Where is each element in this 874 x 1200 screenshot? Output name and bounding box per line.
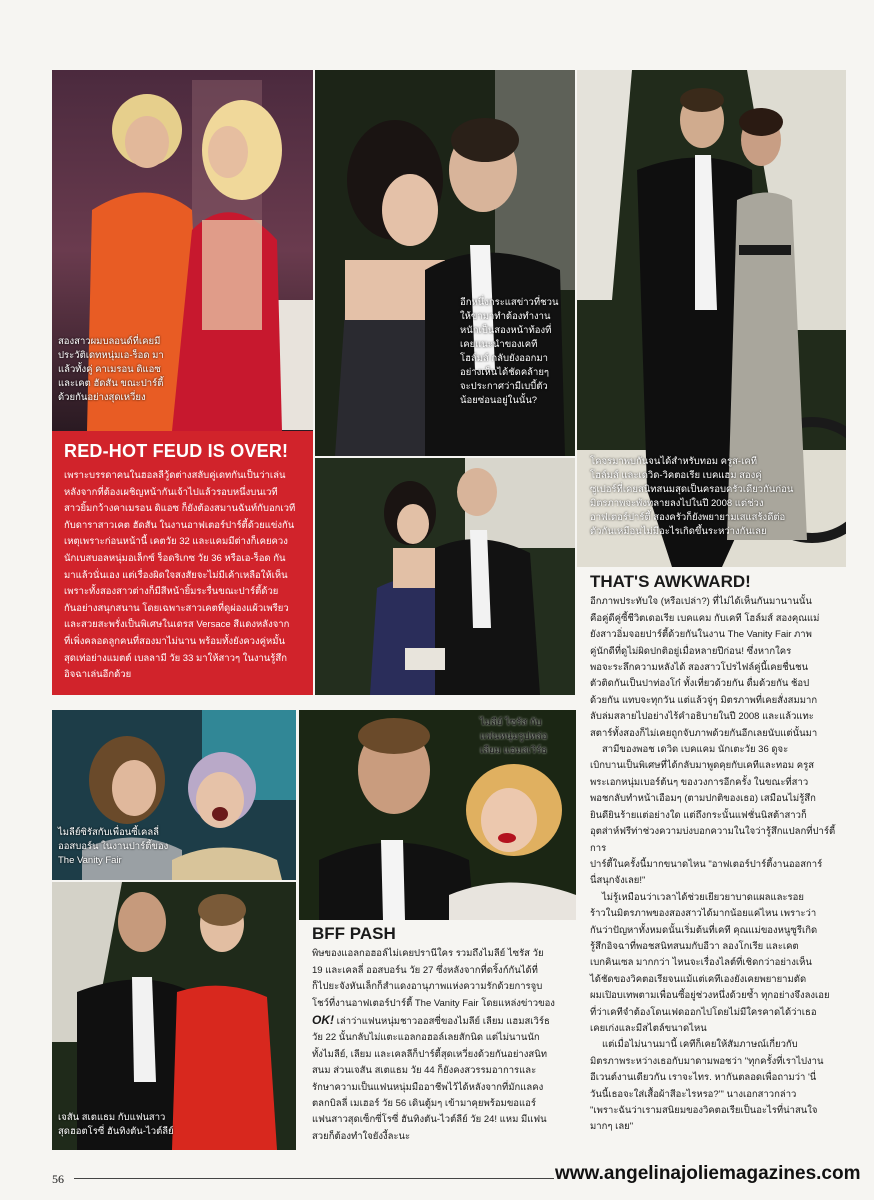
body-line: สวยก็ต้องทำใจยังงี้ละนะ — [312, 1130, 411, 1142]
caption-line: ด้วยกันอย่างสุดเหวี่ยง — [58, 392, 146, 403]
caption-line: มิตรภาพจะพังทลายลงไปในปี 2008 แต่ช่วง — [590, 498, 764, 509]
body-line-tail: เล่าว่าแฟนหนุ่มชาวออสซี่ของไมลีย์ เลียม แฮมสเวิร์ธ — [334, 1016, 550, 1028]
body-line: เบิกบานเป็นพิเศษที่ได้กลับมาพูดคุยกับเคทีและทอม ครูส — [590, 760, 815, 772]
caption-line: The Vanity Fair — [58, 855, 122, 866]
photo-caption-miley-liam — [480, 716, 576, 758]
caption-line: สุดฮอตโรซี่ ฮันทิงตัน-ไวต์ลีย์ — [58, 1126, 174, 1137]
body-line: ที่ว่าเคทีจำต้องโดนเฟดออกไปโดยไม่มีใครคาดได้ว่าเธอ — [590, 1006, 817, 1018]
body-line: 19 และเคลลี่ ออสบอร์น วัย 27 ซึ่งหลังจากที่ดริ้งก์กันได้ที่ — [312, 964, 538, 976]
body-line: "เพราะฉันว่าเรามสนิยมของวิคตอเรียเป็นอะไรที่น่าสนใจ — [590, 1105, 818, 1116]
body-line: พอชกลับทำหน้าเอือมๆ (ตามปกติของเธอ) เสมือนไม่รู้สึก — [590, 793, 816, 805]
body-line: ตลกบิลลี่ เมเฮอร์ วัย 56 เดินตู้มๆ เข้ามาคุยพร้อมขอแอร์ — [312, 1098, 536, 1110]
awkward-body — [590, 594, 846, 1135]
caption-line: ไมลีย์ ไซรัส กับ — [480, 717, 542, 728]
feud-body — [64, 468, 301, 684]
body-line: กันว่าปัญหาทั้งหมดนั้นเริ่มต้นที่เคที คุณแม่ของหนูซูรีเกิด — [590, 924, 818, 936]
ok-magazine-label: OK! — [312, 1013, 334, 1028]
caption-line: เลียม แฮมสเวิร์ธ — [480, 745, 548, 756]
body-line: เคยเก่งและมีสไตล์ขนาดไหน — [590, 1022, 707, 1034]
page-number: 56 — [52, 1172, 64, 1186]
caption-line: และเคต ฮัดสัน ขณะปาร์ตี้ — [58, 378, 164, 389]
body-line: นี่สนุกจังเลย!" — [590, 875, 646, 887]
bff-headline: BFF PASH — [312, 924, 396, 943]
body-line: วันนี้เธอจะใส่เสื้อผ้าสีอะไรหรอ?'" นางเอกสาวกล่าว — [590, 1088, 797, 1100]
body-line: เพราะทั้งสองสาวต่างก็มีสีหน้ายิ้มระรื่นขณะปาร์ตี้ด้วย — [64, 586, 279, 598]
body-line: ยังสาวอิ่มจอยปาร์ตี้ด้วยกันในงาน The Vanity Fair ภาพ — [590, 629, 812, 641]
caption-line: อย่างเห็นได้ชัดคล้ายๆ — [460, 367, 549, 378]
caption-line: อาฟเตอร์ปาร์ตี้ สองครัวก็ยังพยายามเสแสร้งดีต่อ — [590, 512, 786, 523]
caption-line: เจสัน สเตแธม กับแฟนสาว — [58, 1112, 166, 1123]
body-line: สตาร์ทั้งสองก็ไม่เคยถูกจับภาพด้วยกันอีกเลยนับแต่นั้นมา — [590, 727, 818, 739]
caption-line: โฮล์มส์ และเดวิด-วิคตอเรีย เบคแฮม สองคู่ — [590, 470, 762, 481]
body-line: และสวยสะพรั่งเป็นพิเศษในเดรส Versace สีแดงหลังจาก — [64, 619, 290, 631]
body-line: อุตส่าห์ฟรีท่าช่วงความบ่งบอกความในใจว่ารู้สึกแปลกที่ปาร์ตี้การ — [590, 826, 836, 854]
body-line: ด้วยกัน แทบจะทุกวัน แต่แล้วจู่ๆ มิตรภาพที่เคยสั่งสมมาก — [590, 694, 818, 706]
body-line: พระเอกหนุ่มเบอร์ต้นๆ ของวงการอีกครั้ง ในขณะที่สาว — [590, 776, 809, 788]
feud-story-box — [52, 431, 313, 695]
body-line: อีเวนต์งานเดียวกัน เราจะไทร. หากันตลอดเพื่อถามว่า 'นี่ — [590, 1072, 817, 1084]
feud-headline: RED-HOT FEUD IS OVER! — [64, 441, 289, 461]
photo-jason-rosie-image — [52, 882, 296, 1150]
caption-line: โคจรมาพบกันจนได้สำหรับทอม ครูส-เคที — [590, 456, 757, 467]
photo-caption-katie-tom — [460, 296, 572, 408]
body-line: ยินดียินร้ายแต่อย่างใด แต่ถึงกระนั้นแฟชั่นนิสต้าสาวก็ — [590, 809, 807, 821]
body-line: ได้ชัดของวิคตอเรียจนแม้แต่เคทีเองยังเคยพยายามตัด — [590, 973, 807, 985]
body-line — [312, 1012, 580, 1030]
body-line: โชว์ที่งานอาฟเตอร์ปาร์ตี้ The Vanity Fair โดยแหล่งข่าวของ — [312, 997, 555, 1009]
body-line: ก็ไปยะจังหันเล็กก็สำแดงอานุภาพแห่งความรักด้วยการจูบ — [312, 981, 543, 993]
caption-line: โฮล์มส์ กลับยังออกมา — [460, 353, 548, 364]
caption-line: แฟนหนุ่มรูปหล่อ — [480, 731, 548, 742]
body-line: คู่นักดีที่ดูไม่ผิดปกติอยู่เมื่อหลายปีก่อน! ซึ่งหากใคร — [590, 645, 792, 657]
body-line: ร้าวในมิตรภาพของสองสาวได้มากน้อยแค่ไหน เพราะว่า — [590, 908, 817, 920]
body-line: กันอย่างสนุกสนาน โดยเฉพาะสาวเคตที่ดูผ่องแผ้วเพรียว — [64, 602, 289, 614]
watermark-url: www.angelinajoliemagazines.com — [555, 1163, 861, 1184]
caption-line: ประวัติเดทหนุ่มเอ-ร็อด มา — [58, 350, 164, 361]
body-line: ปาร์ตี้ในครั้งนี้มากขนาดไหน "อาฟเตอร์ปาร์ตี้งานออสการ์ — [590, 858, 823, 870]
photo-katie-tom-full-image — [315, 458, 575, 695]
body-line: ไม่รู้เหมือนว่าเวลาได้ช่วยเยียวยาบาดแผลและรอย — [602, 891, 804, 903]
body-line: ทั้งไมลีย์, เลียม และเคลลีก็ปาร์ตี้สุดเหวี่ยงด้วยกันอย่างสนิท — [312, 1048, 547, 1060]
bff-article — [312, 926, 580, 1145]
awkward-headline: THAT'S AWKWARD! — [590, 572, 751, 591]
body-line: ที่เพิ่งคลอดลูกคนที่สองมาไม่นาน พร้อมทั้งยังควงคู่หมั้น — [64, 635, 286, 647]
body-line: สุดเท่อย่างแมตต์ เบลลามี วัย 33 มาให้สาวๆ ในงานรู้สึก — [64, 652, 287, 664]
caption-line: เคยแนะนำของเคที — [460, 339, 538, 350]
caption-line: จะประกาศว่ามีเบบี้ตัว — [460, 381, 548, 392]
body-line: อีกภาพประทับใจ (หรือเปล่า?) ที่ไม่ได้เห็นกันมานานนั้น — [590, 596, 812, 608]
body-line: วัย 22 นั้นกลับไม่แตะแอลกอฮอล์เลยสักนิด แต่ไม่นานนัก — [312, 1032, 540, 1044]
body-line: คือคู่ดีคู่ซี้ชีวิตเดอเรีย เบคแคม กับเคที โฮล์มส์ สองคุณแม่ — [590, 612, 820, 624]
body-line: พอจะระลึกความหลังได้ สองสาวโปรไฟล์คู่นี้เคยชื่นชน — [590, 662, 809, 674]
body-line: แฟนสาวสุดเซ็กซี่โรซี่ ฮันทิงตัน-ไวต์ลีย์ วัย 24! แหม มีแฟน — [312, 1114, 547, 1126]
body-line: สามีของพอช เดวิด เบคแคม นักเตะวัย 36 ดูจะ — [602, 744, 789, 756]
photo-caption-jason-rosie — [58, 1111, 218, 1139]
body-line: ลับล่มสลายไปอย่างไร้คำอธิบายในปี 2008 และแล้วแทะ — [590, 711, 814, 723]
body-line: ตัวติดกันเป็นปาท่องโก๋ ทั้งเที่ยวด้วยกัน ดื่มด้วยกัน ช้อป — [590, 678, 810, 690]
body-line: มิตรภาพระหว่างเธอกับมาดามพอชว่า "ทุกครั้งที่เราไปงาน — [590, 1055, 824, 1067]
awkward-article — [590, 574, 846, 1136]
body-line: แต่เมื่อไม่นานมานี้ เคทีก็เคยให้สัมภาษณ์เกี่ยวกับ — [602, 1039, 798, 1051]
caption-line: ตัวกันเหมือนไม่มีอะไรเกิดขึ้นระหว่างกันเลย — [590, 526, 767, 537]
footer-rule — [74, 1178, 554, 1179]
caption-line: อีกหนึ่งกระแสข่าวที่ชวน — [460, 297, 559, 308]
caption-line: น้อยซ่อนอยู่ในนั้น? — [460, 395, 538, 406]
photo-jason-rosie — [52, 882, 296, 1150]
caption-line: แล้วทั้งคู่ คาเมรอน ดิแอซ — [58, 364, 161, 375]
caption-line: ให้ขามาทำต้องทำงาน — [460, 311, 551, 322]
photo-caption-cameron-kate — [58, 335, 188, 405]
body-line: มาแล้วนั่นเอง แต่เรื่องผิดใจสงสัยจะไม่มีเค้าเหลือให้เห็น — [64, 569, 288, 581]
photo-caption-miley-kelly — [58, 826, 198, 868]
body-line: สาวยิ้มกว้างคาเมรอน ดิแอซ ก็ยังต้องสมานฉันท์กับอกเวที — [64, 503, 296, 515]
caption-line: หนักเป็นสองหน้าท้องที่ — [460, 325, 552, 336]
body-line: ผมเปิอบเทพตามเพื่อนซี้อยู่ช่วงหนึ่งด้วยซ้ำ ทุกอย่างจึงลงเอย — [590, 990, 830, 1002]
body-line: เหตุเพราะก่อนหน้านี้ เคตวัย 32 และแคมมีต่างก็เคยควง — [64, 536, 288, 548]
body-line: เบกคินเซล มากกว่า ไหนจะเรื่องไลต์ที่เชิดกว่าอย่างเห็น — [590, 957, 812, 969]
photo-katie-tom-full — [315, 458, 575, 695]
body-line: อิจฉาเล่นอีกด้วย — [64, 669, 132, 681]
photo-caption-beckhams — [590, 455, 810, 539]
body-line: นักเบสบอลหนุ่มอเล็กซ์ ร็อดริเกซ วัย 36 หรือเอ-ร็อด กัน — [64, 552, 286, 564]
body-line: หลังจากที่ต้องเผชิญหน้ากันเจ้าไปแล้วรอบหนึ่งบนเวที — [64, 486, 278, 498]
body-line: มากๆ เลย" — [590, 1121, 634, 1133]
body-line: กับดาราสาวเคต ฮัดสัน ในงานอาฟเตอร์ปาร์ตี้ด้วยแข่งกัน — [64, 519, 295, 531]
bff-body — [312, 946, 580, 1145]
caption-line: ออสบอร์น ในงานปาร์ตี้ของ — [58, 841, 169, 852]
caption-line: สองสาวผมบลอนด์ที่เคยมี — [58, 336, 161, 347]
body-line: รู้สึกอิจฉาที่พอชสนิทสนมกับอีวา ลองโกเรีย และเคต — [590, 940, 799, 952]
caption-line: ไมลีย์ซิรัสกับเพื่อนซี้เคลลี่ — [58, 827, 159, 838]
body-line: เพราะบรรดาคนในฮอลลีวู้ดต่างสลับคู่เดทกันเป็นว่าเล่น — [64, 470, 286, 481]
body-line: รักษาความเป็นแฟนหนุ่มมืออาชีพไว้ได้หลังจากที่มักแลคง — [312, 1081, 544, 1093]
caption-line: ซูเปอร์ที่เคยสนิทสนมสุดเป็นครอบครัวเดียวกันก่อน — [590, 484, 794, 495]
body-line: พิษของแอลกอฮอล์ไม่เคยปรานีใคร รวมถึงไมลีย์ ไซรัส วัย — [312, 948, 544, 960]
body-line: สนม ส่วนเจสัน สเตแธม วัย 44 ก็ยังคงสวรรมอาการและ — [312, 1065, 537, 1077]
